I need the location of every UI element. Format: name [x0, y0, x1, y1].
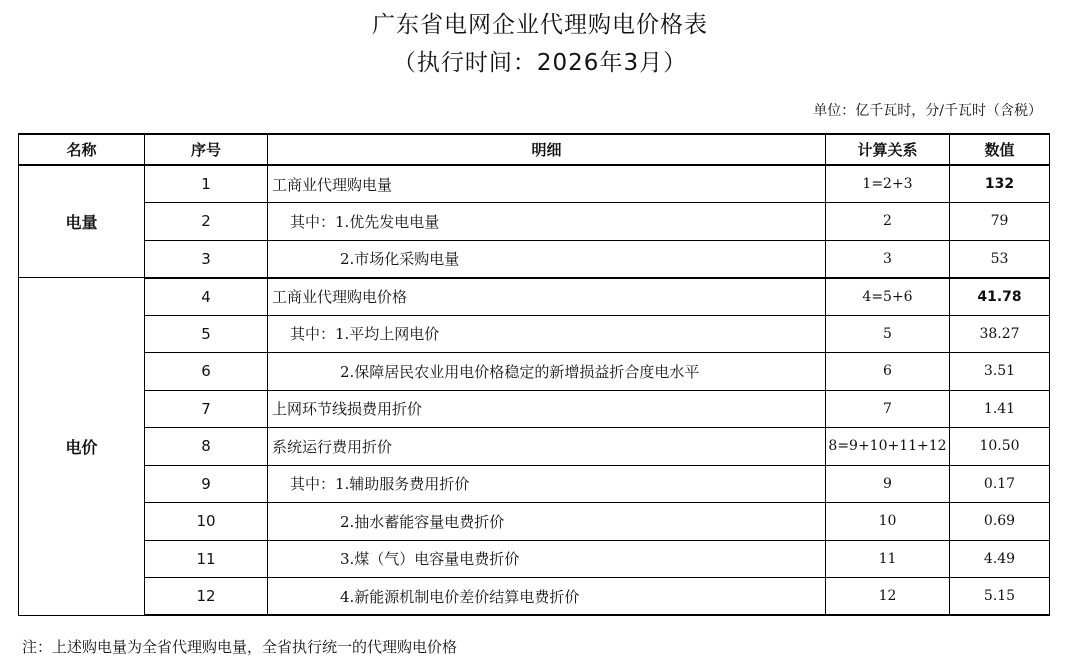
calc-cell: 9 [826, 465, 950, 503]
header-calc: 计算关系 [826, 134, 950, 165]
table-row [19, 165, 1050, 203]
seq-cell: 6 [145, 353, 268, 391]
group-name-cell: 电量 [19, 165, 145, 278]
detail-cell: 2.保障居民农业用电价格稳定的新增损益折合度电水平 [268, 353, 826, 391]
value-cell: 132 [950, 165, 1050, 203]
table-row [19, 540, 1050, 578]
detail-cell: 系统运行费用折价 [268, 428, 826, 466]
page-title: 广东省电网企业代理购电价格表 [372, 12, 708, 38]
seq-cell: 3 [145, 240, 268, 278]
seq-cell: 12 [145, 578, 268, 616]
detail-cell: 3.煤（气）电容量电费折价 [268, 540, 826, 578]
unit-label: 单位：亿千瓦时，分/千瓦时（含税） [813, 103, 1042, 119]
calc-cell: 2 [826, 203, 950, 241]
table-row [19, 315, 1050, 353]
header-name: 名称 [19, 134, 145, 165]
table-row [19, 353, 1050, 391]
value-cell: 3.51 [950, 353, 1050, 391]
value-cell: 79 [950, 203, 1050, 241]
price-table [18, 133, 1050, 616]
seq-cell: 7 [145, 390, 268, 428]
detail-cell: 工商业代理购电量 [268, 165, 826, 203]
value-cell: 5.15 [950, 578, 1050, 616]
detail-cell: 其中：1.平均上网电价 [268, 315, 826, 353]
value-cell: 41.78 [950, 278, 1050, 316]
seq-cell: 1 [145, 165, 268, 203]
table-row [19, 278, 1050, 316]
value-cell: 38.27 [950, 315, 1050, 353]
value-cell: 53 [950, 240, 1050, 278]
table-row [19, 203, 1050, 241]
value-cell: 0.69 [950, 503, 1050, 541]
value-cell: 1.41 [950, 390, 1050, 428]
calc-cell: 5 [826, 315, 950, 353]
seq-cell: 10 [145, 503, 268, 541]
detail-cell: 工商业代理购电价格 [268, 278, 826, 316]
detail-cell: 其中：1.优先发电电量 [268, 203, 826, 241]
seq-cell: 4 [145, 278, 268, 316]
value-cell: 0.17 [950, 465, 1050, 503]
footnote: 注：上述购电量为全省代理购电量，全省执行统一的代理购电价格 [22, 638, 458, 656]
detail-cell: 2.市场化采购电量 [268, 240, 826, 278]
seq-cell: 8 [145, 428, 268, 466]
header-detail: 明细 [268, 134, 826, 165]
detail-cell: 上网环节线损费用折价 [268, 390, 826, 428]
calc-cell: 1=2+3 [826, 165, 950, 203]
detail-cell: 其中：1.辅助服务费用折价 [268, 465, 826, 503]
value-cell: 10.50 [950, 428, 1050, 466]
page-subtitle: （执行时间：2026年3月） [392, 50, 688, 76]
table-row [19, 240, 1050, 278]
value-cell: 4.49 [950, 540, 1050, 578]
seq-cell: 5 [145, 315, 268, 353]
header-seq: 序号 [145, 134, 268, 165]
table-header-row [19, 134, 1050, 165]
table-row [19, 390, 1050, 428]
detail-cell: 2.抽水蓄能容量电费折价 [268, 503, 826, 541]
calc-cell: 4=5+6 [826, 278, 950, 316]
table-row [19, 465, 1050, 503]
table-body [19, 165, 1050, 615]
calc-cell: 11 [826, 540, 950, 578]
calc-cell: 8=9+10+11+12 [826, 428, 950, 466]
calc-cell: 7 [826, 390, 950, 428]
calc-cell: 12 [826, 578, 950, 616]
header-value: 数值 [950, 134, 1050, 165]
calc-cell: 10 [826, 503, 950, 541]
table-row [19, 428, 1050, 466]
calc-cell: 3 [826, 240, 950, 278]
table-row [19, 503, 1050, 541]
seq-cell: 11 [145, 540, 268, 578]
group-name-cell: 电价 [19, 278, 145, 616]
calc-cell: 6 [826, 353, 950, 391]
seq-cell: 2 [145, 203, 268, 241]
seq-cell: 9 [145, 465, 268, 503]
detail-cell: 4.新能源机制电价差价结算电费折价 [268, 578, 826, 616]
table-row [19, 578, 1050, 616]
